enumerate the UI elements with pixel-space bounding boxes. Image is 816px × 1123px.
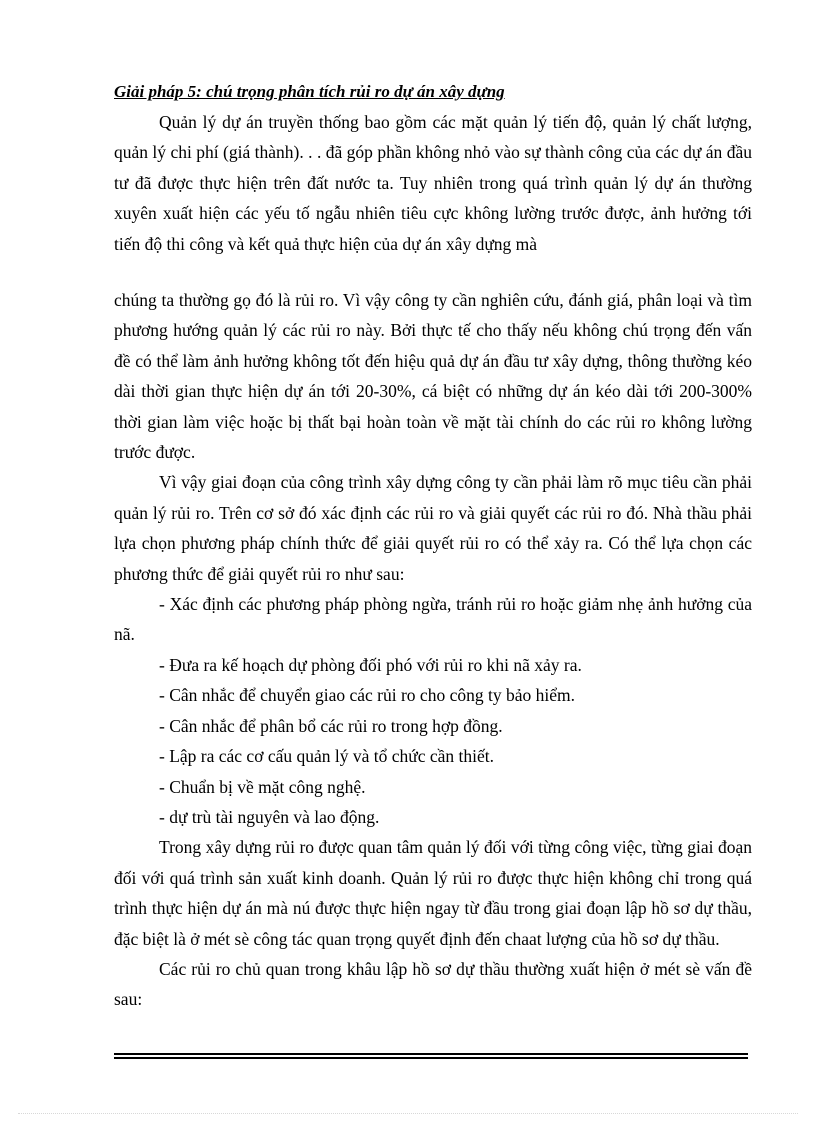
- text-block-top: [114, 107, 752, 259]
- list-item: - dự trù tài nguyên và lao động.: [159, 806, 380, 827]
- page-edge-dotted-line: [18, 1113, 798, 1114]
- paragraph: Vì vậy giai đoạn của công trình xây dựng công ty cần phải làm rõ mục tiêu cần phải quản lý rủi ro. Trên cơ sở đó xác định các rủi ro và giải quyết các rủi ro đó. Nhà thầu phải lựa chọn phương pháp chính thức để giải quyết rủi ro có thể xảy ra. Có thể lựa chọn các phương thức để giải quyết rủi ro như sau:: [114, 472, 752, 584]
- paragraph: Quản lý dự án truyền thống bao gồm các mặt quản lý tiến độ, quản lý chất lượng, quản lý chi phí (giá thành). . . đã góp phần không nhỏ vào sự thành công của các dự án đầu tư đã được thực hiện trên đất nước ta. Tuy nhiên trong quá trình quản lý dự án thường xuyên xuất hiện các yếu tố ngẫu nhiên tiêu cực không lường trước được, ảnh hưởng tới tiến độ thi công và kết quả thực hiện của dự án xây dựng mà: [114, 112, 752, 254]
- list-item: - Chuẩn bị về mặt công nghệ.: [159, 776, 366, 797]
- list-item: - Đưa ra kế hoạch dự phòng đối phó với rủi ro khi nã xảy ra.: [159, 654, 582, 675]
- list-item: - Lập ra các cơ cấu quản lý và tổ chức cần thiết.: [159, 746, 495, 767]
- text-block-main: [114, 285, 752, 1015]
- section-heading: Giải pháp 5: chú trọng phân tích rủi ro dự án xây dựng: [114, 82, 505, 101]
- list-item: - Xác định các phương pháp phòng ngừa, tránh rủi ro hoặc giảm nhẹ ảnh hưởng của nã.: [114, 594, 752, 645]
- paragraph-continuation: chúng ta thường gọ đó là rủi ro. Vì vậy công ty cần nghiên cứu, đánh giá, phân loại và tìm phương hướng quản lý các rủi ro này. Bởi thực tế cho thấy nếu không chú trọng đến vấn đề có thể làm ảnh hưởng không tốt đến hiệu quả dự án đầu tư xây dựng, thông thường kéo dài thời gian thực hiện dự án tới 20-30%, cá biệt có những dự án kéo dài tới 200-300% thời gian làm việc hoặc bị thất bại hoàn toàn về mặt tài chính do các rủi ro không lường trước được.: [114, 290, 752, 463]
- footer-double-rule: [114, 1053, 748, 1059]
- list-item: - Cân nhắc để phân bổ các rủi ro trong hợp đồng.: [159, 715, 503, 736]
- paragraph: Trong xây dựng rủi ro được quan tâm quản lý đối với từng công việc, từng giai đoạn đối với quá trình sản xuất kinh doanh. Quản lý rủi ro được thực hiện không chỉ trong quá trình thực hiện dự án mà nú được thực hiện ngay từ đầu trong giai đoạn lập hồ sơ dự thầu, đặc biệt là ở mét sè công tác quan trọng quyết định đến chaat lượng của hồ sơ dự thầu.: [114, 837, 752, 949]
- list-item: - Cân nhắc để chuyển giao các rủi ro cho công ty bảo hiểm.: [159, 685, 575, 706]
- paragraph: Các rủi ro chủ quan trong khâu lập hồ sơ dự thầu thường xuất hiện ở mét sè vấn đề sau:: [114, 958, 752, 1010]
